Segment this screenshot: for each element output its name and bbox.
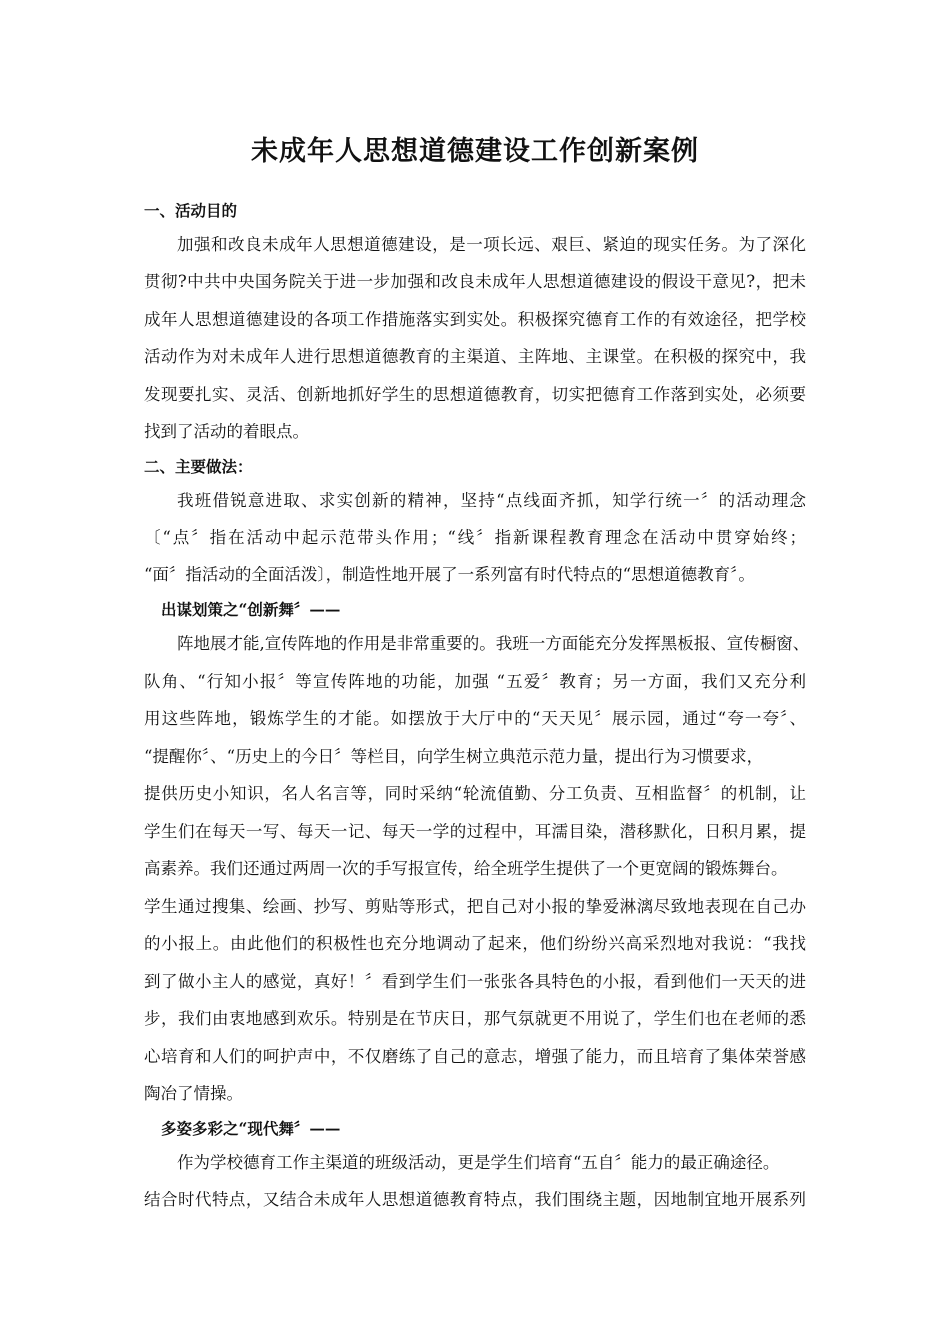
- paragraph-line: 活动作为对未成年人进行思想道德教育的主渠道、主阵地、主课堂。在积极的探究中，我: [144, 347, 806, 366]
- paragraph-line: 高素养。我们还通过两周一次的手写报宣传，给全班学生提供了一个更宽阔的锻炼舞台。: [144, 859, 788, 878]
- paragraph-line: 作为学校德育工作主渠道的班级活动，更是学生们培育“五自〞能力的最正确途径。: [177, 1153, 780, 1172]
- subsection-heading: 多姿多彩之“现代舞〞——: [161, 1119, 341, 1138]
- document-title: 未成年人思想道德建设工作创新案例: [251, 136, 699, 167]
- section-heading: 一、活动目的: [144, 201, 238, 220]
- paragraph-line: 陶冶了情操。: [144, 1084, 243, 1103]
- paragraph-line: “提醒你〞、“历史上的今日〞等栏目，向学生树立典范示范力量，提出行为习惯要求，: [144, 747, 764, 766]
- paragraph-line: 到了做小主人的感觉，真好！〞看到学生们一张张各具特色的小报，看到他们一天天的进: [144, 972, 806, 991]
- section-heading: 二、主要做法：: [144, 457, 253, 476]
- paragraph-line: 找到了活动的着眼点。: [144, 422, 309, 441]
- paragraph-line: 队角、“行知小报〞等宣传阵地的功能，加强 “五爱〞教育；另一方面，我们又充分利: [144, 672, 806, 691]
- paragraph-line: 结合时代特点，又结合未成年人思想道德教育特点，我们围绕主题，因地制宜地开展系列: [144, 1190, 806, 1209]
- paragraph-line: 学生们在每天一写、每天一记、每天一学的过程中，耳濡目染，潜移默化，日积月累，提: [144, 822, 806, 841]
- paragraph-line: 心培育和人们的呵护声中，不仅磨练了自己的意志，增强了能力，而且培育了集体荣誉感: [144, 1047, 806, 1066]
- paragraph-line: 阵地展才能,宣传阵地的作用是非常重要的。我班一方面能充分发挥黑板报、宣传橱窗、: [177, 634, 810, 653]
- subsection-heading: 出谋划策之“创新舞〞——: [161, 600, 341, 619]
- paragraph-line: 的小报上。由此他们的积极性也充分地调动了起来，他们纷纷兴高采烈地对我说：“我找: [144, 934, 806, 953]
- paragraph-line: 步，我们由衷地感到欢乐。特别是在节庆日，那气氛就更不用说了，学生们也在老师的悉: [144, 1009, 806, 1028]
- paragraph-line: “面〞指活动的全面活泼〕，制造性地开展了一系列富有时代特点的“思想道德教育〞。: [144, 565, 755, 584]
- paragraph-line: 加强和改良未成年人思想道德建设，是一项长远、艰巨、紧迫的现实任务。为了深化: [177, 235, 806, 254]
- paragraph-line: 用这些阵地，锻炼学生的才能。如摆放于大厅中的“天天见〞展示园，通过“夸一夸〞、: [144, 709, 806, 728]
- paragraph-line: 发现要扎实、灵活、创新地抓好学生的思想道德教育，切实把德育工作落到实处，必须要: [144, 385, 806, 404]
- paragraph-line: 我班借锐意进取、求实创新的精神，坚持“点线面齐抓，知学行统一〞的活动理念: [177, 491, 806, 510]
- paragraph-line: 学生通过搜集、绘画、抄写、剪贴等形式，把自己对小报的挚爱淋漓尽致地表现在自己办: [144, 897, 806, 916]
- paragraph-line: 成年人思想道德建设的各项工作措施落实到实处。积极探究德育工作的有效途径，把学校: [144, 310, 806, 329]
- paragraph-line: 贯彻?中共中央国务院关于进一步加强和改良未成年人思想道德建设的假设干意见?，把未: [144, 272, 806, 291]
- paragraph-line: 〔“点〞指在活动中起示范带头作用；“线〞指新课程教育理念在活动中贯穿始终；: [144, 528, 806, 547]
- paragraph-line: 提供历史小知识，名人名言等，同时采纳“轮流值勤、分工负责、互相监督〞的机制，让: [144, 784, 806, 803]
